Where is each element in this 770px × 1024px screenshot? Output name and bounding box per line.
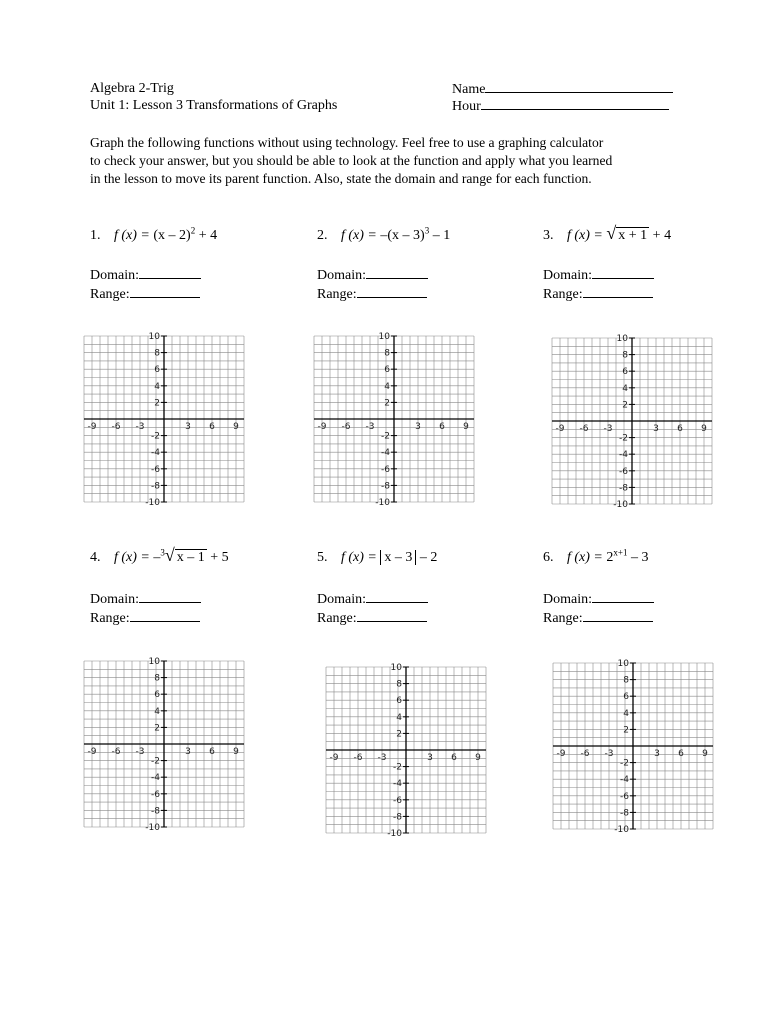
y-tick-label: 2	[154, 723, 160, 734]
domain-range-5	[317, 590, 428, 628]
y-tick-label: -10	[387, 829, 402, 839]
y-tick-label: 6	[623, 692, 629, 703]
y-tick-label: 6	[396, 696, 402, 707]
x-tick-label: 6	[209, 422, 215, 432]
function-label: f (x) =	[341, 550, 377, 565]
y-tick-label: -4	[151, 448, 160, 459]
domain-blank[interactable]	[139, 590, 201, 603]
problem-3	[543, 223, 672, 245]
radical-sign: √	[606, 223, 617, 243]
y-tick-label: -8	[619, 483, 628, 494]
x-tick-label: 9	[233, 747, 239, 757]
y-tick-label: 2	[623, 725, 629, 736]
y-tick-label: 6	[384, 365, 390, 376]
y-tick-label: -8	[151, 806, 160, 817]
function-radicand: x + 1	[618, 228, 648, 243]
y-tick-label: 8	[623, 675, 629, 686]
y-tick-label: 4	[622, 383, 628, 394]
range-label: Range:	[317, 611, 357, 626]
problem-4	[90, 545, 229, 567]
course-title: Algebra 2-Trig	[90, 81, 174, 96]
domain-blank[interactable]	[366, 266, 428, 279]
problem-1	[90, 227, 217, 245]
y-tick-label: -10	[614, 825, 629, 835]
domain-range-3	[543, 266, 654, 304]
x-tick-label: 6	[439, 422, 445, 432]
radical-sign: √	[164, 545, 175, 565]
name-field[interactable]	[452, 80, 673, 98]
hour-label: Hour	[452, 99, 481, 114]
y-tick-label: 6	[154, 365, 160, 376]
range-label: Range:	[543, 611, 583, 626]
x-tick-label: 3	[185, 422, 191, 432]
y-tick-label: 2	[622, 400, 628, 411]
y-tick-label: 8	[154, 348, 160, 359]
problem-number: 2.	[317, 228, 328, 243]
y-tick-label: -2	[619, 433, 628, 444]
y-tick-label: -4	[393, 779, 402, 790]
x-tick-label: -6	[580, 749, 590, 759]
range-blank[interactable]	[583, 609, 653, 622]
y-tick-label: 2	[396, 729, 402, 740]
y-tick-label: 10	[148, 332, 160, 342]
y-tick-label: 6	[154, 690, 160, 701]
function-exponent: 2	[190, 225, 196, 236]
domain-blank[interactable]	[139, 266, 201, 279]
range-label: Range:	[543, 287, 583, 302]
domain-blank[interactable]	[592, 590, 654, 603]
x-tick-label: -3	[377, 753, 387, 763]
function-base: 2	[606, 550, 614, 565]
x-tick-label: 9	[233, 422, 239, 432]
x-tick-label: -9	[317, 422, 327, 432]
domain-range-2	[317, 266, 428, 304]
coordinate-grid-3[interactable]	[552, 334, 714, 510]
problem-number: 4.	[90, 550, 101, 565]
y-tick-label: -8	[393, 812, 402, 823]
x-tick-label: 3	[185, 747, 191, 757]
range-blank[interactable]	[357, 285, 427, 298]
x-tick-label: -6	[111, 747, 121, 757]
y-tick-label: 8	[622, 350, 628, 361]
range-blank[interactable]	[357, 609, 427, 622]
domain-label: Domain:	[317, 592, 366, 607]
coordinate-grid-2[interactable]	[314, 332, 476, 508]
function-label: f (x) =	[114, 550, 150, 565]
x-tick-label: 9	[463, 422, 469, 432]
x-tick-label: 6	[678, 749, 684, 759]
y-tick-label: 2	[384, 398, 390, 409]
coordinate-grid-6[interactable]	[553, 659, 715, 835]
problem-2	[317, 227, 450, 245]
y-tick-label: -2	[620, 758, 629, 769]
hour-blank[interactable]	[481, 97, 669, 110]
y-tick-label: -8	[620, 808, 629, 819]
x-tick-label: -9	[87, 747, 97, 757]
domain-label: Domain:	[543, 592, 592, 607]
function-label: f (x) =	[341, 228, 377, 243]
unit-title: Unit 1: Lesson 3 Transformations of Graphs	[90, 98, 338, 113]
y-tick-label: 10	[616, 334, 628, 344]
function-tail: – 1	[432, 228, 451, 243]
y-tick-label: 8	[396, 679, 402, 690]
instructions-line-3: in the lesson to move its parent function. Also, state the domain and range for each function.	[90, 171, 592, 186]
function-tail: – 2	[419, 550, 438, 565]
function-exponent: 3	[424, 225, 430, 236]
function-body: –(x – 3)	[380, 228, 425, 243]
y-tick-label: -6	[620, 791, 629, 802]
problem-number: 3.	[543, 228, 554, 243]
function-tail: + 5	[210, 550, 229, 565]
problem-number: 6.	[543, 550, 554, 565]
x-tick-label: 6	[209, 747, 215, 757]
function-label: f (x) =	[567, 550, 603, 565]
y-tick-label: -6	[151, 464, 160, 475]
range-label: Range:	[90, 611, 130, 626]
x-tick-label: -6	[111, 422, 121, 432]
domain-range-1	[90, 266, 201, 304]
domain-label: Domain:	[90, 268, 139, 283]
y-tick-label: -2	[393, 762, 402, 773]
x-tick-label: -3	[365, 422, 375, 432]
y-tick-label: -4	[619, 450, 628, 461]
x-tick-label: 3	[654, 749, 660, 759]
range-blank[interactable]	[130, 285, 200, 298]
x-tick-label: -9	[555, 424, 565, 434]
y-tick-label: 4	[623, 708, 629, 719]
y-tick-label: 8	[154, 673, 160, 684]
domain-label: Domain:	[90, 592, 139, 607]
y-tick-label: -10	[613, 500, 628, 510]
y-tick-label: 6	[622, 367, 628, 378]
x-tick-label: -9	[87, 422, 97, 432]
y-tick-label: 10	[390, 663, 402, 673]
hour-field[interactable]	[452, 97, 669, 115]
instructions-line-1: Graph the following functions without using technology. Feel free to use a graphing calculator	[90, 135, 604, 150]
problem-6	[543, 549, 648, 567]
y-tick-label: -6	[151, 789, 160, 800]
y-tick-label: 2	[154, 398, 160, 409]
y-tick-label: 4	[384, 381, 390, 392]
domain-blank[interactable]	[366, 590, 428, 603]
x-tick-label: -3	[603, 424, 613, 434]
coordinate-grid-5[interactable]	[326, 663, 488, 839]
y-tick-label: -4	[620, 775, 629, 786]
range-blank[interactable]	[583, 285, 653, 298]
domain-range-6	[543, 590, 654, 628]
x-tick-label: -3	[135, 422, 145, 432]
name-label: Name	[452, 82, 486, 97]
coordinate-grid-1[interactable]	[84, 332, 246, 508]
function-absolute-value: x – 3	[380, 550, 416, 565]
y-tick-label: -10	[145, 498, 160, 508]
x-tick-label: -3	[604, 749, 614, 759]
range-blank[interactable]	[130, 609, 200, 622]
x-tick-label: -9	[329, 753, 339, 763]
y-tick-label: -2	[151, 431, 160, 442]
function-tail: + 4	[652, 228, 672, 243]
function-label: f (x) =	[567, 228, 603, 243]
x-tick-label: -3	[135, 747, 145, 757]
problem-5	[317, 549, 437, 567]
y-tick-label: 10	[617, 659, 629, 669]
x-tick-label: -6	[341, 422, 351, 432]
problem-number: 5.	[317, 550, 328, 565]
y-tick-label: -6	[619, 466, 628, 477]
domain-blank[interactable]	[592, 266, 654, 279]
function-radicand: x – 1	[176, 550, 205, 565]
name-blank[interactable]	[485, 80, 673, 93]
y-tick-label: -6	[381, 464, 390, 475]
function-prefix: –	[153, 550, 161, 565]
function-exponent: x+1	[613, 547, 628, 558]
x-tick-label: 3	[653, 424, 659, 434]
y-tick-label: -6	[393, 795, 402, 806]
range-label: Range:	[317, 287, 357, 302]
x-tick-label: 6	[677, 424, 683, 434]
radical-index: 3	[160, 547, 165, 558]
y-tick-label: -4	[381, 448, 390, 459]
x-tick-label: 3	[415, 422, 421, 432]
coordinate-grid-4[interactable]	[84, 657, 246, 833]
x-tick-label: -6	[353, 753, 363, 763]
y-tick-label: 10	[148, 657, 160, 667]
x-tick-label: 9	[701, 424, 707, 434]
range-label: Range:	[90, 287, 130, 302]
y-tick-label: -4	[151, 773, 160, 784]
y-tick-label: -10	[145, 823, 160, 833]
x-tick-label: 9	[702, 749, 708, 759]
x-tick-label: 3	[427, 753, 433, 763]
y-tick-label: 4	[154, 381, 160, 392]
y-tick-label: 8	[384, 348, 390, 359]
function-tail: – 3	[630, 550, 649, 565]
domain-label: Domain:	[317, 268, 366, 283]
function-label: f (x) =	[114, 228, 150, 243]
y-tick-label: -10	[375, 498, 390, 508]
y-tick-label: -2	[151, 756, 160, 767]
x-tick-label: 6	[451, 753, 457, 763]
function-tail: + 4	[198, 228, 218, 243]
instructions	[90, 134, 690, 188]
y-tick-label: 10	[378, 332, 390, 342]
function-body: (x – 2)	[153, 228, 191, 243]
y-tick-label: -8	[381, 481, 390, 492]
x-tick-label: 9	[475, 753, 481, 763]
y-tick-label: 4	[154, 706, 160, 717]
y-tick-label: 4	[396, 712, 402, 723]
domain-label: Domain:	[543, 268, 592, 283]
x-tick-label: -6	[579, 424, 589, 434]
x-tick-label: -9	[556, 749, 566, 759]
problem-number: 1.	[90, 228, 101, 243]
y-tick-label: -2	[381, 431, 390, 442]
domain-range-4	[90, 590, 201, 628]
y-tick-label: -8	[151, 481, 160, 492]
instructions-line-2: to check your answer, but you should be able to look at the function and apply what you learned	[90, 153, 613, 168]
